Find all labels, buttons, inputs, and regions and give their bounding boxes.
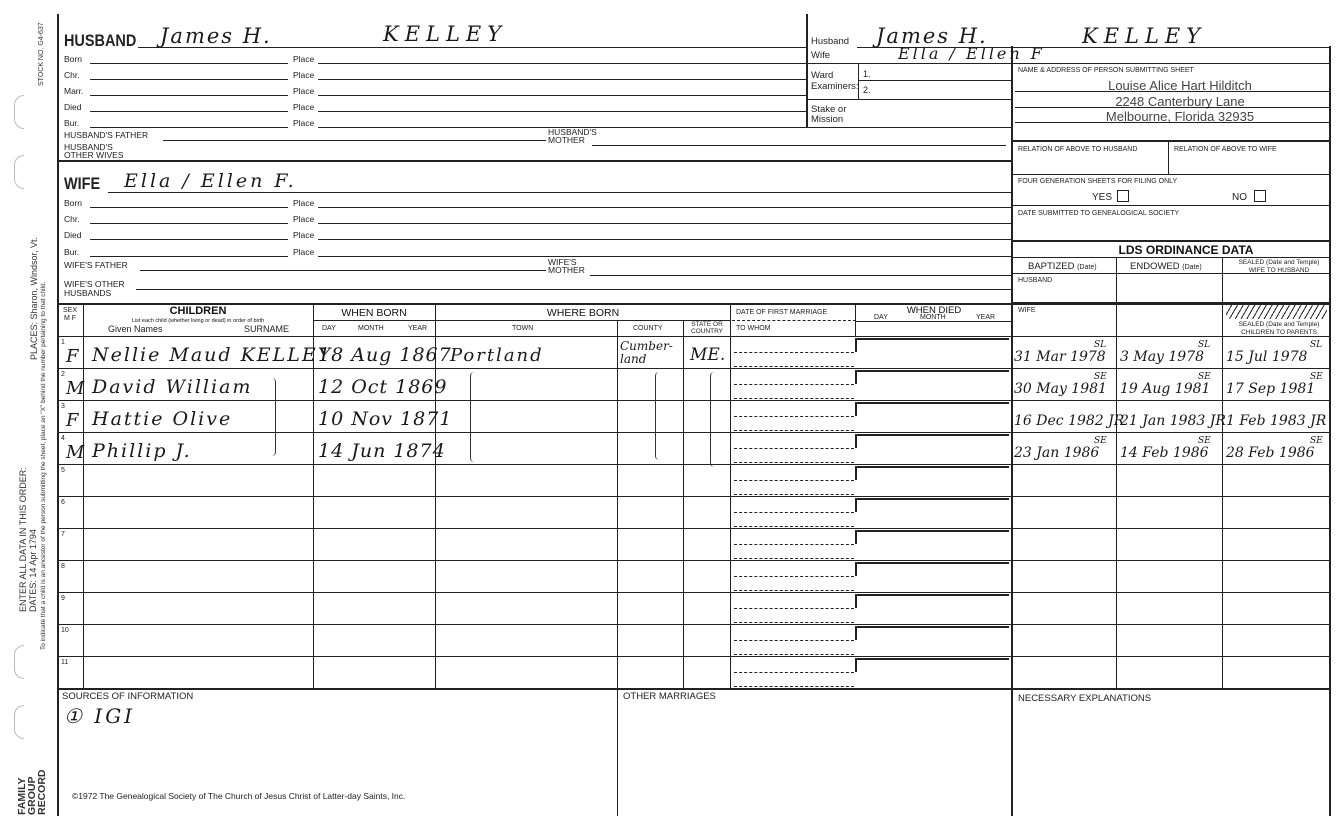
husband-born-label: Born: [64, 54, 82, 64]
wife-name[interactable]: Ella / Ellen F.: [124, 170, 297, 192]
child-baptized-temple[interactable]: SE: [1094, 372, 1107, 382]
child-number: 2: [61, 371, 65, 378]
submitter-line-3: [1015, 122, 1329, 123]
form-left-border: [57, 14, 59, 816]
husband-place-label: Place: [293, 118, 315, 128]
child-baptized-date[interactable]: 16 Dec 1982 JR: [1014, 413, 1125, 429]
child-endowed-date[interactable]: 14 Feb 1986: [1120, 445, 1209, 461]
child-name[interactable]: David William: [92, 376, 253, 398]
born-year-header: YEAR: [408, 325, 428, 332]
sealed-wife-line2: WIFE TO HUSBAND: [1248, 267, 1310, 274]
stake-label: Stake or: [811, 104, 847, 115]
child-sex[interactable]: F: [66, 410, 79, 431]
summary-wife-name[interactable]: Ella / Ellen F: [898, 44, 1045, 63]
child-marriage-spouse-line[interactable]: [734, 462, 854, 463]
copyright-text: ©1972 The Genealogical Society of The Church of Jesus Christ of Latter-day Saints, Inc.: [72, 791, 406, 801]
children-subtitle: List each child (whether living or dead) in order of birth: [131, 318, 265, 324]
child-death-bracket[interactable]: [855, 530, 1009, 544]
husband-place-label: Place: [293, 54, 315, 64]
form-title-text: FAMILY GROUP RECORD: [16, 769, 48, 815]
wife-label: WIFE: [64, 174, 101, 193]
baptized-date-hint: (Date): [1077, 264, 1097, 271]
child-birth-date[interactable]: 18 Aug 1867: [318, 344, 452, 366]
husband-place-label: Place: [293, 86, 315, 96]
dates-instruction: DATES: 14 Apr 1794: [28, 529, 38, 612]
child-marriage-date-line[interactable]: [734, 640, 854, 641]
wife-date-line[interactable]: [90, 239, 288, 240]
child-name[interactable]: Nellie Maud KELLEY: [92, 344, 333, 366]
child-number: 9: [61, 595, 65, 602]
child-sex[interactable]: M: [66, 378, 85, 399]
child-sex[interactable]: M: [66, 442, 85, 463]
child-death-bracket[interactable]: [855, 434, 1009, 448]
child-row-line: [57, 592, 1329, 593]
lds-wife-row: WIFE: [1018, 307, 1036, 314]
baptized-text: BAPTIZED: [1028, 261, 1075, 272]
right-panel-border: [1011, 46, 1013, 816]
died-header-underline: [855, 321, 1011, 322]
child-endowed-temple[interactable]: SL: [1198, 340, 1211, 350]
wife-date-line[interactable]: [90, 256, 288, 257]
child-endowed-date[interactable]: 19 Aug 1981: [1120, 381, 1211, 397]
yes-checkbox[interactable]: [1117, 190, 1129, 202]
surname-header: SURNAME: [244, 324, 290, 334]
no-checkbox[interactable]: [1254, 190, 1266, 202]
wife-father-label: WIFE'S FATHER: [64, 260, 128, 270]
wife-place-line[interactable]: [318, 256, 1011, 257]
child-sex[interactable]: F: [66, 346, 79, 367]
footer-top-line: [57, 688, 1329, 690]
wife-mother-label: WIFE'S MOTHER: [548, 257, 585, 275]
endowed-text: ENDOWED: [1130, 261, 1180, 272]
summary-left-border: [806, 14, 808, 128]
died-day-header: DAY: [874, 314, 888, 321]
child-row-line: [57, 624, 1329, 625]
husband-section-divider: [57, 160, 1011, 162]
no-label: NO: [1232, 192, 1247, 203]
date-submitted-label: DATE SUBMITTED TO GENEALOGICAL SOCIETY: [1018, 210, 1180, 217]
child-marriage-date-line[interactable]: [734, 544, 854, 545]
examiner-1-line: [858, 80, 1011, 81]
husband-other-wives-label: HUSBAND'S OTHER WIVES: [64, 142, 124, 160]
child-death-bracket[interactable]: [855, 562, 1009, 576]
sealed-children-label: [1224, 321, 1334, 337]
wife-place-label: Place: [293, 198, 315, 208]
child-name[interactable]: Hattie Olive: [92, 408, 233, 430]
child-marriage-date-line[interactable]: [734, 480, 854, 481]
child-birth-date[interactable]: 14 Jun 1874: [318, 440, 446, 462]
husband-place-label: Place: [293, 70, 315, 80]
wife-place-label: Place: [293, 214, 315, 224]
col-town: [617, 320, 618, 688]
child-death-bracket[interactable]: [855, 338, 1009, 352]
child-marriage-date-line[interactable]: [734, 512, 854, 513]
child-death-bracket[interactable]: [855, 626, 1009, 640]
first-marriage-dash: [732, 320, 856, 321]
child-birth-date[interactable]: 10 Nov 1871: [318, 408, 453, 430]
ditto-mark: [470, 372, 478, 462]
four-generation-label: FOUR GENERATION SHEETS FOR FILING ONLY: [1018, 178, 1178, 185]
child-marriage-date-line[interactable]: [734, 416, 854, 417]
husband-chr-label: Chr.: [64, 70, 80, 80]
wife-place-line[interactable]: [318, 207, 1011, 208]
wife-died-label: Died: [64, 230, 82, 240]
sex-mf-text: M F: [63, 315, 77, 322]
sealed-children-line1: SEALED (Date and Temple): [1238, 321, 1320, 328]
child-birth-date[interactable]: 12 Oct 1869: [318, 376, 448, 398]
examiners-divider: [858, 63, 859, 99]
husband-marr-label: Marr.: [64, 86, 84, 96]
endowed-label: [1130, 262, 1202, 272]
child-number: 7: [61, 531, 65, 538]
given-names-header: Given Names: [108, 324, 163, 334]
submitter-label: NAME & ADDRESS OF PERSON SUBMITTING SHEET: [1018, 67, 1194, 74]
form-right-border: [1329, 46, 1331, 816]
summary-husband-surname[interactable]: KELLEY: [1082, 24, 1207, 48]
when-died-header: WHEN DIED: [906, 305, 962, 316]
sealed-children-line2: CHILDREN TO PARENTS: [1241, 329, 1317, 336]
wife-place-line[interactable]: [318, 223, 1011, 224]
wife-place-label: Place: [293, 230, 315, 240]
punch-hole: [14, 645, 24, 679]
child-sealed-date[interactable]: 1 Feb 1983 JR: [1226, 413, 1327, 429]
explanations-label: NECESSARY EXPLANATIONS: [1018, 693, 1152, 704]
child-sealed-date[interactable]: 28 Feb 1986: [1226, 445, 1315, 461]
husband-given-name[interactable]: James H.: [160, 24, 272, 48]
lds-title: LDS ORDINANCE DATA: [1118, 243, 1254, 257]
summary-wife-line: [806, 63, 1011, 64]
child-row-line: [57, 464, 1329, 465]
child-row-line: [57, 400, 1329, 401]
other-marriages-label: OTHER MARRIAGES: [623, 691, 716, 702]
husband-father-line: [163, 140, 546, 141]
places-instruction: PLACES: Sharon, Windsor, Vt.: [29, 236, 39, 360]
state-header: [684, 321, 730, 335]
husband-date-line[interactable]: [90, 111, 288, 112]
child-baptized-date[interactable]: 30 May 1981: [1014, 381, 1107, 397]
lds-header-line: [1011, 273, 1329, 274]
relation-bottom-line: [1011, 174, 1329, 175]
submitter-street[interactable]: 2248 Canterbury Lane: [1115, 94, 1245, 109]
child-sealed-temple[interactable]: SE: [1310, 436, 1323, 446]
child-birth-state[interactable]: ME.: [690, 345, 726, 365]
child-row-line: [57, 528, 1329, 529]
child-number: 11: [61, 659, 69, 666]
wife-other-husbands-label: WIFE'S OTHER HUSBANDS: [64, 279, 125, 298]
to-whom-header: TO WHOM: [736, 325, 771, 332]
wife-place-label: Place: [293, 247, 315, 257]
husband-died-label: Died: [64, 102, 82, 112]
husband-label: HUSBAND: [64, 31, 137, 50]
children-header-bottom: [57, 336, 1329, 337]
children-title: CHILDREN: [169, 305, 227, 317]
wife-date-line[interactable]: [90, 207, 288, 208]
child-row-line: [57, 656, 1329, 657]
when-born-underline: [313, 320, 435, 321]
examiners-bottom-line: [806, 99, 1011, 100]
mission-label: Mission: [811, 114, 844, 125]
sources-value[interactable]: ① IGI: [64, 704, 136, 728]
child-baptized-temple[interactable]: SL: [1094, 340, 1107, 350]
child-sealed-temple[interactable]: SL: [1310, 340, 1323, 350]
husband-date-line[interactable]: [90, 79, 288, 80]
relation-husband-label: RELATION OF ABOVE TO HUSBAND: [1018, 146, 1138, 153]
child-marriage-date-line[interactable]: [734, 448, 854, 449]
wife-father-line: [140, 270, 546, 271]
examiner-2[interactable]: 2.: [863, 85, 871, 95]
summary-husband-given[interactable]: James H.: [876, 24, 988, 48]
child-number: 1: [61, 339, 65, 346]
summary-bottom-line: [806, 127, 1011, 128]
col-died: [855, 303, 856, 336]
husband-place-line[interactable]: [318, 111, 806, 112]
child-endowed-date[interactable]: 21 Jan 1983 JR: [1120, 413, 1226, 429]
punch-hole: [14, 95, 24, 129]
husband-mother-line: [592, 145, 1006, 146]
summary-husband-label: Husband: [811, 36, 850, 47]
wife-chr-label: Chr.: [64, 214, 80, 224]
child-number: 6: [61, 499, 65, 506]
husband-date-line[interactable]: [90, 95, 288, 96]
submitter-line-2: [1015, 107, 1329, 108]
sex-header: [58, 307, 82, 323]
child-marriage-date-line[interactable]: [734, 384, 854, 385]
child-baptized-temple[interactable]: SE: [1094, 436, 1107, 446]
child-marriage-spouse-line[interactable]: [734, 526, 854, 527]
child-death-bracket[interactable]: [855, 658, 1009, 672]
sealed-wife-hatch: [1226, 305, 1327, 319]
husband-place-line[interactable]: [318, 63, 806, 64]
child-sealed-date[interactable]: 17 Sep 1981: [1226, 381, 1316, 397]
wife-bur-label: Bur.: [64, 247, 80, 257]
submitter-top-line: [1011, 63, 1329, 64]
summary-wife-label: Wife: [811, 50, 830, 61]
baptized-label: [1028, 262, 1097, 272]
submitter-bottom-line: [1011, 140, 1329, 142]
child-marriage-spouse-line[interactable]: [734, 430, 854, 431]
relation-wife-label: RELATION OF ABOVE TO WIFE: [1174, 146, 1277, 153]
ditto-mark: [655, 372, 663, 460]
died-month-header: MONTH: [920, 314, 946, 321]
child-row-line: [57, 368, 1329, 369]
died-year-header: YEAR: [976, 314, 996, 321]
husband-place-line[interactable]: [318, 95, 806, 96]
child-marriage-date-line[interactable]: [734, 352, 854, 353]
child-marriage-spouse-line[interactable]: [734, 654, 854, 655]
husband-date-line[interactable]: [90, 63, 288, 64]
lds-husband-row: HUSBAND: [1018, 277, 1053, 284]
ditto-mark: [710, 372, 718, 467]
submitter-name[interactable]: Louise Alice Hart Hilditch: [1108, 78, 1252, 93]
child-death-bracket[interactable]: [855, 594, 1009, 608]
child-death-bracket[interactable]: [855, 466, 1009, 480]
born-day-header: DAY: [322, 325, 336, 332]
punch-hole: [14, 705, 24, 739]
child-number: 10: [61, 627, 69, 634]
child-ancestor-note: To indicate that a child is an ancestor of the person submitting the sheet, place an "X" behind the number pertaining to that child.: [40, 281, 47, 650]
county-header: COUNTY: [633, 325, 663, 332]
wife-mother-line: [590, 275, 1011, 276]
punch-hole: [14, 155, 24, 189]
child-marriage-spouse-line[interactable]: [734, 494, 854, 495]
child-marriage-spouse-line[interactable]: [734, 558, 854, 559]
lds-top-line: [1011, 240, 1329, 242]
child-death-bracket[interactable]: [855, 498, 1009, 512]
child-baptized-date[interactable]: 23 Jan 1986: [1014, 445, 1100, 461]
lds-title-line: [1011, 257, 1329, 258]
town-header: TOWN: [512, 325, 534, 332]
stock-number: STOCK NO. G4-637: [38, 22, 45, 86]
child-name[interactable]: Phillip J.: [92, 440, 192, 462]
yes-label: YES: [1092, 192, 1113, 203]
child-number: 4: [61, 435, 65, 442]
child-endowed-date[interactable]: 3 May 1978: [1120, 349, 1205, 365]
child-marriage-date-line[interactable]: [734, 608, 854, 609]
where-born-header: WHERE BORN: [546, 307, 620, 319]
child-marriage-date-line[interactable]: [734, 576, 854, 577]
child-number: 8: [61, 563, 65, 570]
child-marriage-spouse-line[interactable]: [734, 622, 854, 623]
child-marriage-spouse-line[interactable]: [734, 398, 854, 399]
wife-born-label: Born: [64, 198, 82, 208]
born-month-header: MONTH: [358, 325, 384, 332]
relation-divider: [1168, 140, 1169, 174]
ditto-mark: [268, 378, 276, 456]
child-row-line: [57, 496, 1329, 497]
child-number: 5: [61, 467, 65, 474]
child-endowed-temple[interactable]: SE: [1198, 372, 1211, 382]
footer-divider: [617, 688, 618, 816]
state-header-2: COUNTRY: [690, 328, 724, 335]
child-marriage-spouse-line[interactable]: [734, 366, 854, 367]
wife-date-line[interactable]: [90, 223, 288, 224]
child-baptized-date[interactable]: 31 Mar 1978: [1014, 349, 1106, 365]
husband-surname[interactable]: KELLEY: [383, 22, 508, 46]
child-sealed-temple[interactable]: SE: [1310, 372, 1323, 382]
child-row-line: [57, 432, 1329, 433]
when-born-header: WHEN BORN: [341, 307, 407, 319]
four-gen-bottom-line: [1011, 205, 1329, 206]
enter-data-instruction: ENTER ALL DATA IN THIS ORDER:: [18, 467, 28, 612]
col-county: [683, 320, 684, 688]
child-marriage-spouse-line[interactable]: [734, 686, 854, 687]
submitter-line-1: [1015, 91, 1329, 92]
husband-bur-label: Bur.: [64, 118, 80, 128]
submitter-city[interactable]: Melbourne, Florida 32935: [1105, 109, 1255, 124]
sources-label: SOURCES OF INFORMATION: [62, 691, 194, 702]
examiners-label: Examiners:: [811, 81, 859, 92]
child-death-bracket[interactable]: [855, 402, 1009, 416]
child-endowed-temple[interactable]: SE: [1198, 436, 1211, 446]
husband-father-label: HUSBAND'S FATHER: [64, 130, 149, 140]
state-header-1: STATE OR: [691, 321, 723, 328]
wife-name-line: [108, 192, 1011, 193]
husband-date-line[interactable]: [90, 127, 288, 128]
sealed-wife-line1: SEALED (Date and Temple): [1238, 259, 1320, 266]
child-number: 3: [61, 403, 65, 410]
sex-header-text: SEX: [62, 307, 77, 314]
wife-other-husbands-line: [136, 289, 1011, 290]
wife-place-line[interactable]: [318, 239, 1011, 240]
ward-label: Ward: [811, 70, 834, 81]
first-marriage-header: DATE OF FIRST MARRIAGE: [736, 309, 828, 316]
child-marriage-date-line[interactable]: [734, 672, 854, 673]
husband-place-line[interactable]: [318, 79, 806, 80]
husband-place-label: Place: [293, 102, 315, 112]
examiner-1[interactable]: 1.: [863, 69, 871, 79]
child-birth-county[interactable]: Cumber-land: [620, 339, 673, 366]
endowed-date-hint: (Date): [1182, 264, 1202, 271]
husband-mother-label: HUSBAND'S MOTHER: [548, 127, 597, 145]
child-death-bracket[interactable]: [855, 370, 1009, 384]
child-birth-town[interactable]: Portland: [450, 345, 544, 366]
child-sealed-date[interactable]: 15 Jul 1978: [1226, 349, 1308, 365]
child-marriage-spouse-line[interactable]: [734, 590, 854, 591]
child-row-line: [57, 560, 1329, 561]
